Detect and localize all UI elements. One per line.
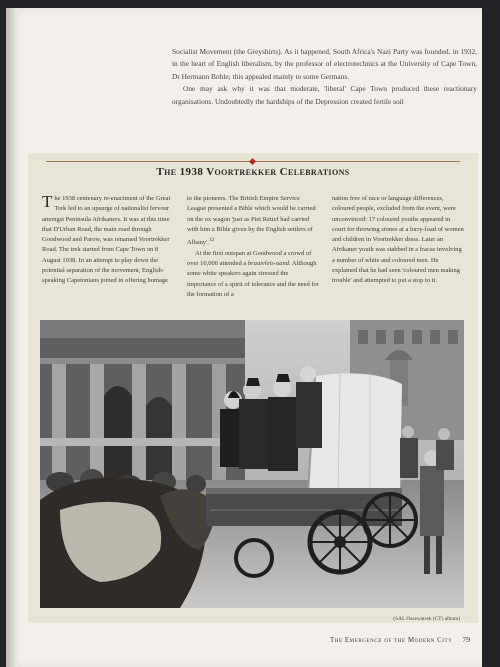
sidebar-box <box>28 153 478 623</box>
footnote-marker: 12 <box>208 237 215 244</box>
photo-credit: (SAL Ossewatrek (CT) album) <box>393 616 460 622</box>
column-3-paragraph: nation free of race or language differences, coloured people, excluded from the event, were unconvinced: 17 coloured youths appeared in court for throwing stones at a lorry-load of women and children in Voortrekker dress. Later an Afrikaner youth was stabbed in a fracas involving a number of white and coloured men. He explained that he had seen 'coloured men making trouble' and attempted to put a stop to it. <box>332 195 464 285</box>
sidebar-top-rule <box>46 161 460 162</box>
intro-text <box>172 46 477 108</box>
column-2-text-1: to the pioneers. The British Empire Service League presented a Bible which would be carried on the ox wagon 'just as Piet Retief had carried with him a Bible given by the English settlers of Albany'. <box>187 195 316 247</box>
intro-paragraph-1: Socialist Movement (the Greyshirts). As it happened, South Africa's Nazi Party was founded, in 1932, in the heart of English liberalism, by the professor of electrotechnics at the University of Cape Town, Dr Hermann Bohle; this appealed mainly to some Germans. <box>172 47 477 81</box>
column-2-italic-term: braaivleis-aand <box>247 259 289 267</box>
sidebar-column-2 <box>187 194 319 300</box>
column-1-paragraph <box>42 194 174 287</box>
sidebar-column-1 <box>42 194 174 300</box>
sidebar-title: The 1938 Voortrekker Celebrations <box>156 166 350 178</box>
drop-cap: T <box>42 192 53 211</box>
book-page <box>6 8 482 667</box>
running-title: The Emergence of the Modern City <box>330 637 453 644</box>
page-footer <box>236 635 470 644</box>
column-2-paragraph-1 <box>187 194 319 249</box>
column-1-text: he 1938 centenary re-enactment of the Great Trek led to an upsurge of nationalist fervour amongst Peninsula Afrikaners. It was at this time that D'Urban Road, the main road through Goodwood and Parow, was renamed Voortrekker Road. The trek started from Cape Town on 8 August 1938. In an attempt to play down the potential separation of the movement, English-speaking Capetonians joined in offering homage <box>42 195 171 285</box>
page-gutter-shadow <box>6 8 18 667</box>
intro-paragraph-2: One may ask why it was that moderate, 'liberal' Cape Town produced these reactionary organisations. Undoubtedly the hardships of the Depression created fertile soil <box>172 84 477 106</box>
sidebar-columns <box>42 194 466 300</box>
page-number: 79 <box>462 635 470 644</box>
column-2-text-2a: At the first outspan at Goodwood a crowd of over 10,000 attended a <box>187 249 312 267</box>
ornament-diamond-icon <box>249 158 256 165</box>
sidebar-column-3 <box>332 194 464 300</box>
column-2-paragraph-2 <box>187 249 319 300</box>
oxwagon-photo <box>40 320 464 608</box>
column-2-text-2b: . Although some white speakers again stressed the importance of a spirit of tolerance and the need for the formation of a <box>187 259 319 298</box>
